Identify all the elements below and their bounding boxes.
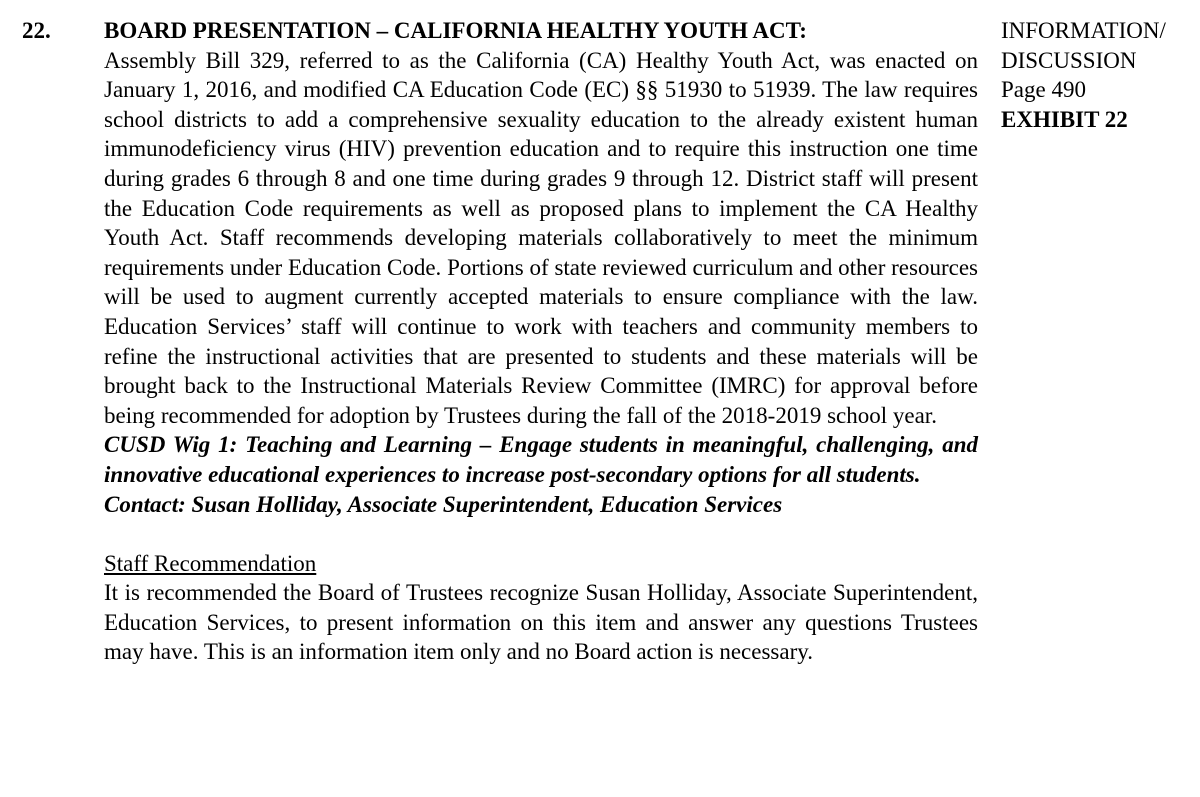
contact-line: Contact: Susan Holliday, Associate Superintendent, Education Services — [104, 491, 783, 517]
item-description: Assembly Bill 329, referred to as the California (CA) Healthy Youth Act, was enacted on January 1, 2016, and modified CA Education Code (EC) §§ 51930 to 51939. The law requires school districts to add a comprehensive sexuality education to the already existent human immunodeficiency virus (HIV) prevention education and to require this instruction one time during grades 6 through 8 and one time during grades 9 through 12. District staff will present the Education Code requirements as well as proposed plans to implement the CA Healthy Youth Act. Staff recommends developing materials collaboratively to meet the minimum requirements under Education Code. Portions of state reviewed curriculum and other resources will be used to augment currently accepted materials to ensure compliance with the law. Education Services’ staff will continue to work with teachers and community members to refine the instructional activities that are presented to students and these materials will be brought back to the Instructional Materials Review Committee (IMRC) for approval before being recommended for adoption by Trustees during the fall of the 2018-2019 school year. — [104, 47, 978, 428]
item-number: 22. — [22, 18, 51, 43]
agenda-item-body — [104, 16, 978, 667]
staff-recommendation-text: It is recommended the Board of Trustees recognize Susan Holliday, Associate Superintendent, Education Services, to present information on this item and answer any questions Trustees may have. This is an information item only and no Board action is necessary. — [104, 580, 978, 665]
item-meta — [1001, 16, 1196, 134]
exhibit-label: EXHIBIT 22 — [1001, 106, 1128, 132]
item-type-line1: INFORMATION/ — [1001, 18, 1166, 43]
page-reference: Page 490 — [1001, 77, 1086, 103]
section-spacer — [104, 519, 978, 549]
item-title: BOARD PRESENTATION – CALIFORNIA HEALTHY YOUTH ACT: — [104, 18, 807, 43]
wig-statement: CUSD Wig 1: Teaching and Learning – Engage students in meaningful, challenging, and innovative educational experiences to increase post-secondary options for all students. — [104, 432, 978, 487]
item-type-line2: DISCUSSION — [1001, 47, 1137, 73]
staff-recommendation-heading: Staff Recommendation — [104, 550, 317, 576]
